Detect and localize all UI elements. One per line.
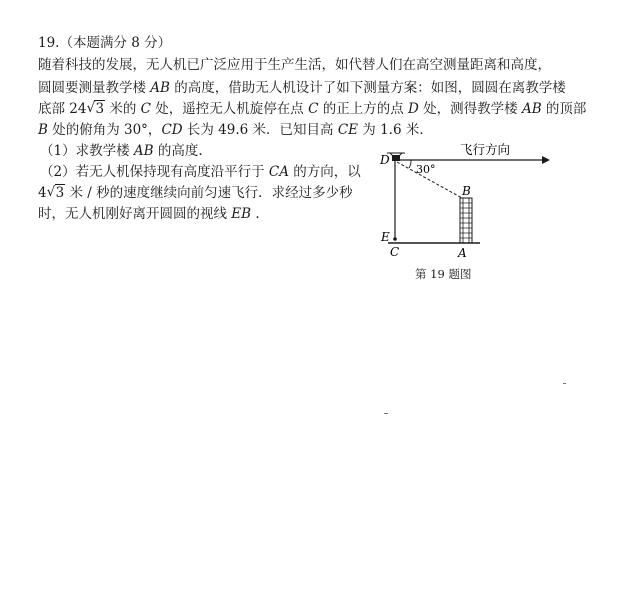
label-d: D [380,153,390,167]
text: 4 [38,185,47,201]
segment-ab: AB [521,101,542,117]
point-b: B [38,122,48,138]
segment-cd: CD [161,122,183,138]
point-c: C [308,101,319,117]
text: 圆圆要测量教学楼 [38,80,151,96]
text: 为 1.6 米． [358,122,433,138]
text: 的顶部 [541,101,587,117]
sqrt-symbol [47,184,66,202]
segment-eb: EB [231,206,252,222]
problem-line-3 [38,79,566,97]
angle-arc [409,160,411,168]
scan-speck [384,413,388,414]
question-2-line-3 [38,205,260,223]
sqrt-radicand: 3 [95,101,105,117]
segment-ca: CA [268,164,289,180]
text: 处的俯角为 30°， [47,122,162,138]
text: 的方向，以 [288,164,361,180]
scan-speck [563,383,566,384]
building-ab [460,198,472,243]
text: 处，测得教学楼 [418,101,522,117]
figure-caption: 第 19 题图 [415,267,472,281]
label-b: B [462,184,471,198]
angle-label: 30° [416,163,436,176]
text: （2）若无人机保持现有高度沿平行于 [40,164,269,180]
text: 米的 [105,101,141,117]
text: 处，遥控无人机旋停在点 [151,101,309,117]
text: 的高度. [153,143,203,159]
text: 的正上方的点 [318,101,409,117]
flight-direction-label: 飞行方向 [460,142,511,157]
point-c: C [140,101,152,117]
problem-line-2: 随着科技的发展，无人机已广泛应用于生产生活，如代替人们在高空测量距离和高度， [38,57,551,73]
label-c: C [390,245,400,259]
segment-ab: AB [133,143,154,159]
label-e: E [381,230,390,244]
text: 底部 24 [38,101,87,117]
question-1 [40,142,203,160]
text: . [251,206,260,222]
segment-ab: AB [150,80,170,96]
question-2-line-1 [40,163,361,181]
flight-direction-arrow-icon [542,156,550,164]
text: 长为 49.6 米．已知目高 [182,122,338,138]
geometry-figure [370,140,560,265]
text: （1）求教学楼 [40,143,134,159]
sqrt-radicand: 3 [55,185,65,201]
text: 的高度，借助无人机设计了如下测量方案：如图，圆圆在离教学楼 [169,80,566,96]
question-2-line-2 [38,184,353,202]
problem-line-5 [38,121,433,139]
text: 米 / 秒的速度继续向前匀速飞行．求经过多少秒 [65,185,353,201]
text: 时，无人机刚好离开圆圆的视线 [38,206,232,222]
problem-header: 19.（本题满分 8 分） [38,35,172,51]
label-a: A [458,246,467,260]
segment-ce: CE [337,122,359,138]
point-e-marker [393,237,397,241]
point-d: D [408,101,419,117]
sqrt-symbol [86,100,105,118]
problem-line-4 [38,100,586,118]
